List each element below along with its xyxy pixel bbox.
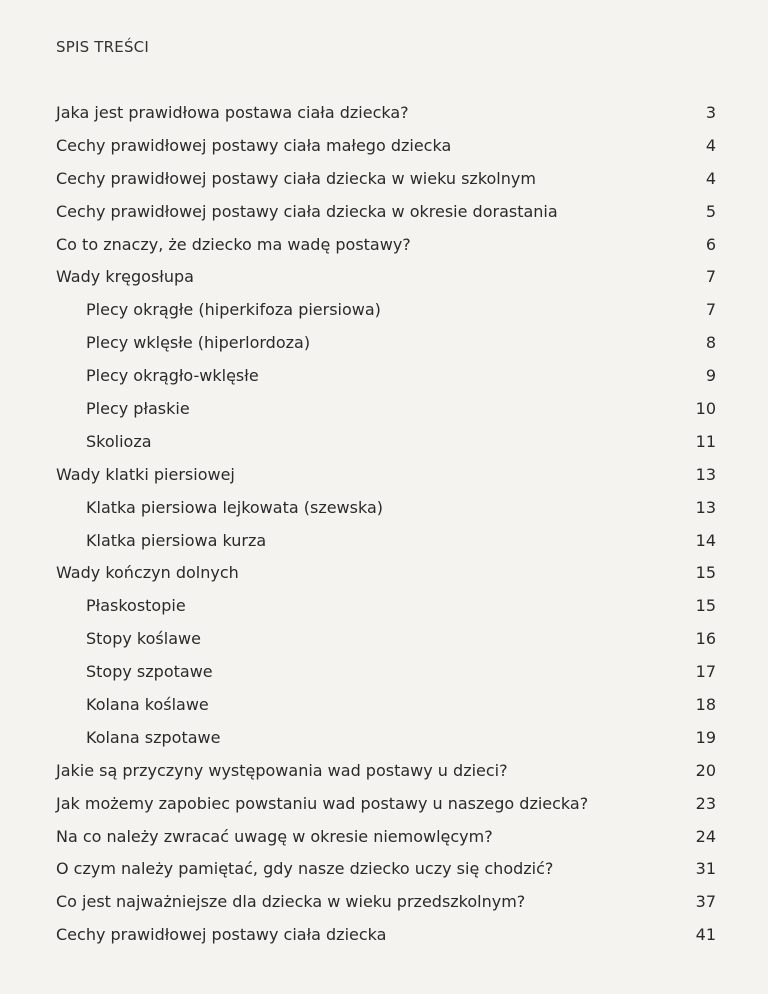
toc-entry bbox=[56, 98, 716, 131]
toc-entry-page: 7 bbox=[705, 300, 716, 320]
toc-entry-title: Klatka piersiowa lejkowata (szewska) bbox=[86, 497, 384, 517]
toc-entry-title: Cechy prawidłowej postawy ciała dziecka w wieku szkolnym bbox=[56, 168, 536, 188]
toc-subentry bbox=[56, 394, 716, 427]
toc-entry-page: 3 bbox=[705, 103, 716, 122]
toc-entry-page: 8 bbox=[705, 333, 716, 353]
toc-entry bbox=[56, 230, 716, 263]
toc-entry-title: Stopy szpotawe bbox=[86, 662, 213, 682]
toc-entry bbox=[56, 197, 716, 230]
toc-subentry bbox=[56, 427, 716, 460]
toc-entry-page: 19 bbox=[695, 727, 716, 747]
toc-entry-title: Jak możemy zapobiec powstaniu wad postawy u naszego dziecka? bbox=[56, 793, 589, 813]
toc-entry-title: Wady kończyn dolnych bbox=[56, 563, 239, 583]
toc-entry-title: Plecy okrągłe (hiperkifoza piersiowa) bbox=[86, 300, 381, 320]
toc-subentry bbox=[56, 690, 716, 723]
toc-entry-page: 14 bbox=[695, 530, 716, 550]
toc-subentry bbox=[56, 591, 716, 624]
toc-entry-title: Stopy koślawe bbox=[86, 629, 201, 649]
toc-entry-title: Cechy prawidłowej postawy ciała dziecka bbox=[56, 925, 387, 945]
toc-entry-title: O czym należy pamiętać, gdy nasze dziecko uczy się chodzić? bbox=[56, 859, 554, 879]
toc-entry-page: 17 bbox=[695, 662, 716, 682]
toc-entry-page: 23 bbox=[695, 793, 716, 813]
toc-entry-page: 20 bbox=[695, 760, 716, 780]
toc-entry-page: 24 bbox=[695, 826, 716, 846]
toc-subentry bbox=[56, 295, 716, 328]
toc-entry-title: Jaka jest prawidłowa postawa ciała dziecka? bbox=[56, 103, 409, 122]
toc-entry-title: Wady klatki piersiowej bbox=[56, 464, 235, 484]
toc-entry bbox=[56, 460, 716, 493]
toc-entry bbox=[56, 789, 716, 822]
toc-entry bbox=[56, 558, 716, 591]
toc-subentry bbox=[56, 493, 716, 526]
toc-entry-title: Kolana szpotawe bbox=[86, 727, 221, 747]
toc-entry bbox=[56, 920, 716, 953]
toc-entry-page: 15 bbox=[695, 596, 716, 616]
toc-entry-title: Skolioza bbox=[86, 431, 152, 451]
toc-subentry bbox=[56, 624, 716, 657]
toc-entry-title: Na co należy zwracać uwagę w okresie niemowlęcym? bbox=[56, 826, 493, 846]
toc-subentry bbox=[56, 723, 716, 756]
toc-entry bbox=[56, 262, 716, 295]
toc-entry-title: Kolana koślawe bbox=[86, 695, 209, 715]
toc-entry-page: 15 bbox=[695, 563, 716, 583]
toc-entry-title: Wady kręgosłupa bbox=[56, 267, 194, 287]
toc-entry bbox=[56, 756, 716, 789]
toc-entry-page: 13 bbox=[695, 464, 716, 484]
toc-subentry bbox=[56, 361, 716, 394]
toc-entry-title: Co to znaczy, że dziecko ma wadę postawy? bbox=[56, 234, 411, 254]
toc-entry-page: 10 bbox=[695, 399, 716, 419]
toc-entry-page: 41 bbox=[695, 925, 716, 945]
toc-entry bbox=[56, 822, 716, 855]
toc-entry-page: 31 bbox=[695, 859, 716, 879]
toc-entry-page: 37 bbox=[695, 892, 716, 912]
toc-entry bbox=[56, 854, 716, 887]
toc-entry-page: 13 bbox=[695, 497, 716, 517]
toc-entry-title: Klatka piersiowa kurza bbox=[86, 530, 267, 550]
toc-entry-title: Plecy okrągło-wklęsłe bbox=[86, 366, 259, 386]
toc-heading: SPIS TREŚCI bbox=[56, 38, 149, 56]
toc-entry-page: 7 bbox=[705, 267, 716, 287]
toc-entry-page: 6 bbox=[705, 234, 716, 254]
toc-entry-title: Co jest najważniejsze dla dziecka w wieku przedszkolnym? bbox=[56, 892, 526, 912]
toc-entry-title: Jakie są przyczyny występowania wad postawy u dzieci? bbox=[56, 760, 508, 780]
toc-entry bbox=[56, 164, 716, 197]
toc-entry-title: Plecy wklęsłe (hiperlordoza) bbox=[86, 333, 311, 353]
toc-entry-title: Cechy prawidłowej postawy ciała dziecka w okresie dorastania bbox=[56, 201, 558, 221]
toc-entry-page: 4 bbox=[705, 135, 716, 155]
toc-subentry bbox=[56, 657, 716, 690]
toc-entry-title: Płaskostopie bbox=[86, 596, 186, 616]
toc-entry-title: Plecy płaskie bbox=[86, 399, 190, 419]
toc-entry-title: Cechy prawidłowej postawy ciała małego dziecka bbox=[56, 135, 452, 155]
toc-entry-page: 5 bbox=[705, 201, 716, 221]
table-of-contents bbox=[56, 98, 716, 953]
toc-subentry bbox=[56, 328, 716, 361]
toc-entry bbox=[56, 887, 716, 920]
toc-entry-page: 9 bbox=[705, 366, 716, 386]
toc-entry-page: 4 bbox=[705, 168, 716, 188]
toc-entry bbox=[56, 131, 716, 164]
toc-entry-page: 18 bbox=[695, 695, 716, 715]
toc-entry-page: 11 bbox=[695, 431, 716, 451]
toc-entry-page: 16 bbox=[695, 629, 716, 649]
toc-subentry bbox=[56, 526, 716, 559]
